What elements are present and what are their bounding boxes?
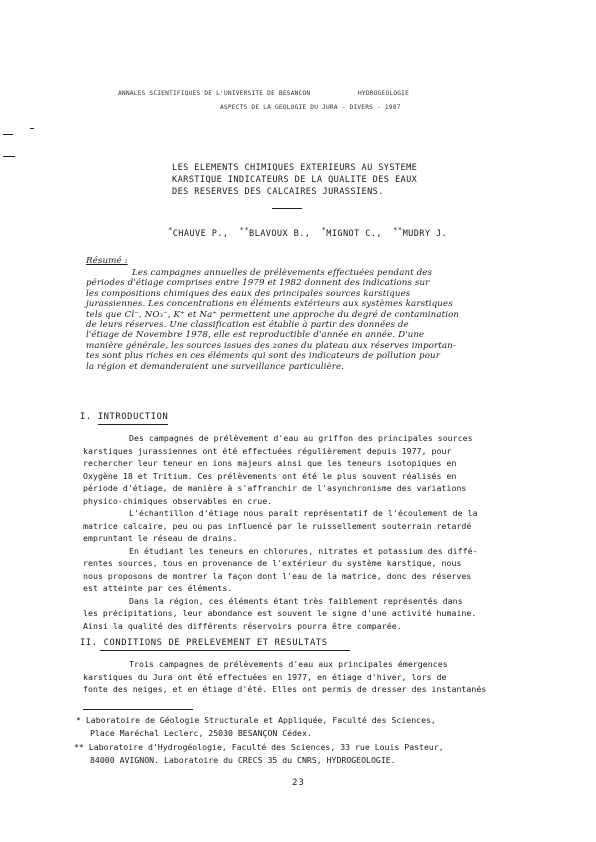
introduction-body bbox=[83, 432, 478, 632]
resume-line: Les campagnes annuelles de prélèvements effectuées pendant des bbox=[132, 268, 433, 278]
body-line: fonte des neiges, et en étiage d'été. Elles ont permis de dresser des instantanés bbox=[83, 684, 487, 694]
body-line: Oxygène 18 et Tritium. Ces prélèvements ont été le plus souvent réalisés en bbox=[83, 470, 457, 481]
body-line: karstiques jurassiennes ont été effectuées régulièrement depuis 1977, pour bbox=[83, 445, 452, 456]
author-name: MIGNOT C., bbox=[326, 228, 382, 239]
body-line: Des campagnes de prélèvement d'eau au griffon des principales sources bbox=[129, 433, 473, 443]
title-line: LES ELEMENTS CHIMIQUES EXTERIEURS AU SYSTEME bbox=[172, 163, 418, 173]
body-line: Trois campagnes de prélèvements d'eau aux principales émergences bbox=[129, 659, 448, 669]
section-heading-underline bbox=[100, 650, 350, 651]
journal-header-right: HYDROGEOLOGIE bbox=[358, 90, 410, 97]
conditions-body bbox=[83, 658, 486, 696]
body-line: karstiques du Jura ont été effectuées en 1977, en étiage d'hiver, lors de bbox=[83, 671, 447, 682]
title-separator bbox=[272, 208, 302, 209]
page-number: 23 bbox=[292, 778, 305, 788]
footnote-line: 84000 AVIGNON. Laboratoire du CRECS 35 du CNRS, HYDROGEOLOGIE. bbox=[90, 755, 396, 765]
author-mark: ** bbox=[393, 225, 403, 234]
body-line: physico-chimiques observables en crue. bbox=[83, 495, 273, 506]
body-line: période d'étiage, de manière à s'affranchir de l'asynchronisme des variations bbox=[83, 483, 467, 493]
section-heading-underline bbox=[98, 424, 168, 425]
author-mark: * bbox=[321, 225, 327, 234]
resume-line: les compositions chimiques des eaux des principales sources karstiques bbox=[86, 288, 411, 299]
body-line: matrice calcaire, peu ou pas influencé par le ruissellement souterrain retardé bbox=[83, 520, 472, 531]
body-line: rechercher leur teneur en ions majeurs ainsi que les teneurs isotopiques en bbox=[83, 458, 457, 468]
resume-line: tes sont plus riches en ces éléments qui sont des indicateurs de pollution pour bbox=[86, 351, 440, 362]
resume-body bbox=[86, 268, 459, 372]
author-name: MUDRY J. bbox=[402, 228, 448, 239]
footnote-mark: ** bbox=[74, 742, 84, 752]
body-line: Ainsi la qualité des différents réservoirs pourra être comparée. bbox=[83, 620, 402, 631]
journal-header-left: ANNALES SCIENTIFIQUES DE L'UNIVERSITE DE BESANCON bbox=[118, 90, 311, 97]
resume-line: la région et demanderaient une surveillance particulière. bbox=[86, 361, 345, 372]
margin-mark bbox=[3, 156, 15, 157]
section-heading-introduction: I. INTRODUCTION bbox=[80, 412, 169, 422]
body-line: nous proposons de montrer la façon dont l'eau de la matrice, donc des réserves bbox=[83, 570, 472, 581]
resume-line: tels que Cl⁻, NO₃⁻, K⁺ et Na⁺ permettent une approche du degré de contamination bbox=[86, 309, 460, 320]
body-line: L'échantillon d'étiage nous paraît représentatif de l'écoulement de la bbox=[129, 508, 478, 518]
footnote-mark: * bbox=[76, 715, 81, 725]
footnote-line bbox=[76, 714, 436, 727]
footnote-line: Place Maréchal Leclerc, 25030 BESANÇON Cédex. bbox=[90, 728, 312, 738]
footnote bbox=[76, 714, 436, 740]
margin-mark bbox=[30, 128, 34, 129]
author-mark: * bbox=[168, 225, 173, 234]
footnote-text: Laboratoire d'Hydrogéologie, Faculté des Sciences, 33 rue Louis Pasteur, bbox=[88, 742, 444, 752]
resume-line: jurassiennes. Les concentrations en éléments extérieurs aux systèmes karstiques bbox=[86, 299, 453, 310]
body-line: Dans la région, ces éléments étant très faiblement représentés dans bbox=[129, 595, 463, 606]
paper-title bbox=[172, 162, 417, 198]
body-line: En étudiant les teneurs en chlorures, nitrates et potassium des diffé- bbox=[129, 545, 478, 556]
resume-line: de leurs réserves. Une classification est établie à partir des données de bbox=[86, 320, 409, 331]
footnote-text: Laboratoire de Géologie Structurale et Appliquée, Faculté des Sciences, bbox=[85, 715, 436, 725]
resume-heading: Résumé : bbox=[86, 256, 128, 266]
body-line: empruntant le réseau de drains. bbox=[83, 533, 238, 543]
footnote-line bbox=[74, 741, 444, 754]
body-line: rentes sources, tous en provenance de l'extérieur du système karstique, nous bbox=[83, 558, 462, 568]
body-line: est atteinte par ces éléments. bbox=[83, 583, 233, 593]
resume-line: périodes d'étiage comprises entre 1979 et 1982 donnent des indications sur bbox=[86, 278, 430, 289]
journal-header-sub: ASPECTS DE LA GEOLOGIE DU JURA - DIVERS - 1987 bbox=[220, 104, 401, 111]
footnote-rule bbox=[83, 709, 193, 710]
footnote bbox=[74, 741, 444, 767]
title-line: KARSTIQUE INDICATEURS DE LA QUALITE DES EAUX bbox=[172, 175, 418, 185]
margin-mark bbox=[3, 134, 13, 135]
author-name: CHAUVE P., bbox=[172, 228, 229, 239]
resume-line: l'étiage de Novembre 1978, elle est reproductible d'année en année. D'une bbox=[86, 330, 425, 341]
resume-line: manière générale, les sources issues des zones du plateau aux réserves importan- bbox=[86, 340, 456, 351]
body-line: les précipitations, leur abondance est souvent le signe d'une activité humaine. bbox=[83, 608, 477, 618]
author-list bbox=[168, 225, 447, 239]
section-heading-conditions: II. CONDITIONS DE PRELEVEMENT ET RESULTATS bbox=[80, 638, 328, 648]
author-mark: ** bbox=[239, 225, 250, 234]
title-line: DES RESERVES DES CALCAIRES JURASSIENS. bbox=[172, 187, 384, 197]
author-name: BLAVOUX B., bbox=[249, 228, 311, 239]
